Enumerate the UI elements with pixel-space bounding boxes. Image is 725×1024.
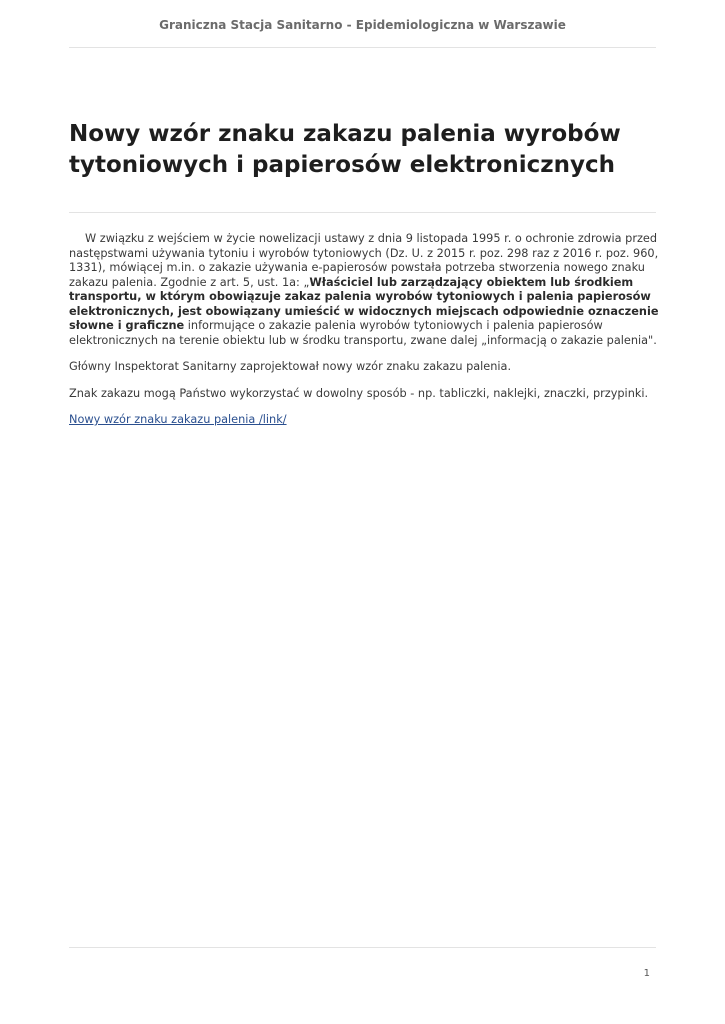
article-content xyxy=(69,232,659,440)
intro-text-start: W związku z wejściem w życie nowelizacji ustawy z dnia 9 listopada 1995 r. o ochronie zdrowia przed następstwami używania tytoniu i wyrobów tytoniowych (Dz. U. z 2015 r. poz. 298 raz z 2016 r. poz. 960, 1331), mówiącej m.in. o zakazie używania e-papierosów powstała potrzeba stworzenia nowego znaku zakazu palenia. Zgodnie z art. 5, ust. 1a: „ xyxy=(69,232,659,289)
intro-bold-quote: Właściciel lub zarządzający obiektem lub środkiem transportu, w którym obowiązuje zakaz palenia wyrobów tytoniowych i palenia papierosów elektronicznych, jest obowiązany umieścić w widocznych miejscach odpowiednie oznaczenie słowne i graficzne xyxy=(69,275,659,332)
gis-paragraph: Główny Inspektorat Sanitarny zaprojektował nowy wzór znaku zakazu palenia. xyxy=(69,360,512,373)
page-header: Graniczna Stacja Sanitarno - Epidemiologiczna w Warszawie xyxy=(159,18,566,32)
intro-paragraph xyxy=(69,232,659,348)
title-divider xyxy=(69,212,656,213)
article-title: Nowy wzór znaku zakazu palenia wyrobów tytoniowych i papierosów elektronicznych xyxy=(69,121,621,178)
usage-paragraph: Znak zakazu mogą Państwo wykorzystać w dowolny sposób - np. tabliczki, naklejki, znaczki, przypinki. xyxy=(69,386,649,400)
sign-download-link[interactable]: Nowy wzór znaku zakazu palenia /link/ xyxy=(69,413,287,426)
footer-divider xyxy=(69,947,656,948)
intro-text-end: informujące o zakazie palenia wyrobów tytoniowych i palenia papierosów elektronicznych na terenie obiektu lub w środku transportu, zwane dalej „informacją o zakazie palenia". xyxy=(69,319,657,347)
link-paragraph xyxy=(69,413,659,428)
header-divider xyxy=(69,47,656,48)
page-number: 1 xyxy=(643,968,650,979)
